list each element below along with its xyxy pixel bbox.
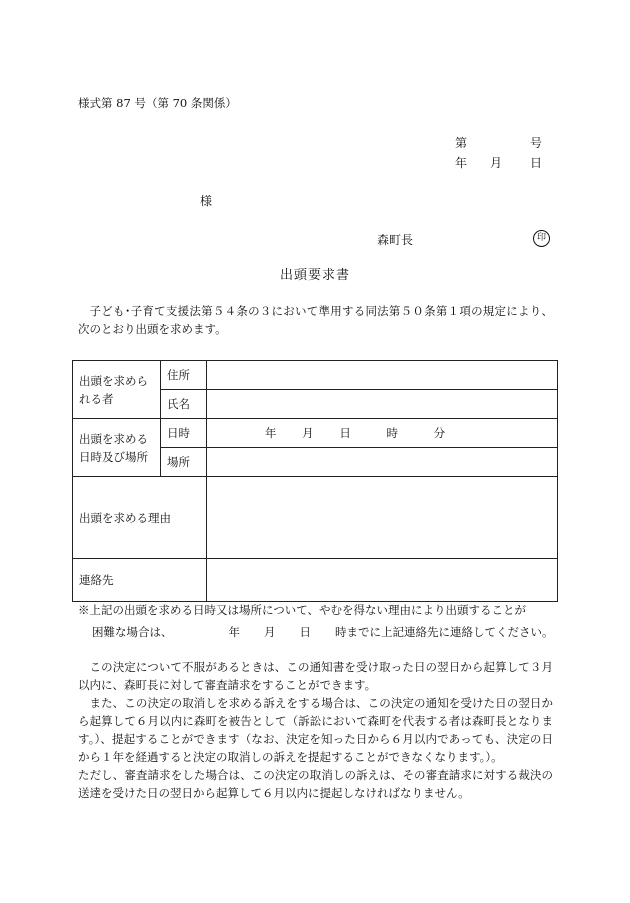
- note-line-2: [92, 627, 554, 639]
- dt-hour: 時: [386, 426, 398, 440]
- table-row: [73, 559, 558, 602]
- table-row: [73, 419, 558, 448]
- appeal-paragraph-1: この決定について不服があるときは、この通知書を受け取った日の翌日から起算して３月以内に、森町長に対して審査請求をすることができます。: [78, 660, 553, 692]
- sender-name: 森町長: [377, 233, 414, 247]
- document-title: 出頭要求書: [279, 268, 350, 283]
- dt-year: 年: [265, 426, 277, 440]
- table-row: [73, 477, 558, 559]
- note-year: 年: [228, 625, 240, 639]
- note-day: 日: [299, 625, 311, 639]
- appeal-notice: [78, 658, 553, 802]
- note-prefix: 困難な場合は、: [92, 625, 173, 639]
- appeal-paragraph-3: ただし、審査請求をした場合は、この決定の取消しの訴えは、その審査請求に対する裁決の送達を受けた日の翌日から起算して６月以内に提起しなければなりません。: [78, 768, 553, 800]
- doc-date-month: 月: [490, 156, 503, 170]
- appeal-paragraph-2: また、この決定の取消しを求める訴えをする場合は、この決定の通知を受けた日の翌日から起算して６月以内に森町を被告として（訴訟において森町を代表する者は森町長となります。）、提起することができます（なお、決定を知った日から６月以内であっても、決定の日から１年を経過すると決定の取消しの訴えを提起することができなくなります。）。: [78, 696, 553, 764]
- datetime-field[interactable]: [207, 419, 558, 448]
- note-month: 月: [264, 625, 276, 639]
- place-field[interactable]: [207, 448, 558, 477]
- summons-table: [72, 360, 558, 602]
- doc-number-suffix: 号: [530, 136, 543, 150]
- addressee-suffix: 様: [200, 194, 213, 208]
- note-suffix: 時までに上記連絡先に連絡してください。: [335, 625, 554, 639]
- doc-number-label: 第: [455, 136, 468, 150]
- dt-minute: 分: [433, 426, 446, 440]
- contact-label: 連絡先: [73, 559, 207, 602]
- person-header: 出頭を求められる者: [73, 361, 161, 419]
- dt-month: 月: [302, 426, 314, 440]
- doc-date-year: 年: [455, 156, 468, 170]
- datetime-header: 出頭を求める日時及び場所: [73, 419, 161, 477]
- reason-label: 出頭を求める理由: [73, 477, 207, 559]
- address-label: 住所: [161, 361, 207, 390]
- table-row: [73, 361, 558, 390]
- name-field[interactable]: [207, 390, 558, 419]
- seal-mark: 印: [533, 230, 550, 247]
- intro-paragraph: 子ども･子育て支援法第５４条の３において準用する同法第５０条第１項の規定により、次のとおり出頭を求めます。: [78, 304, 553, 336]
- address-field[interactable]: [207, 361, 558, 390]
- contact-field[interactable]: [207, 559, 558, 602]
- note-line-1: ※上記の出頭を求める日時又は場所について、やむを得ない理由により出頭することが: [78, 603, 527, 617]
- reason-field[interactable]: [207, 477, 558, 559]
- doc-date-day: 日: [530, 156, 543, 170]
- form-number: 様式第 87 号（第 70 条関係）: [78, 96, 237, 110]
- dt-day: 日: [339, 426, 351, 440]
- place-label: 場所: [161, 448, 207, 477]
- datetime-label: 日時: [161, 419, 207, 448]
- name-label: 氏名: [161, 390, 207, 419]
